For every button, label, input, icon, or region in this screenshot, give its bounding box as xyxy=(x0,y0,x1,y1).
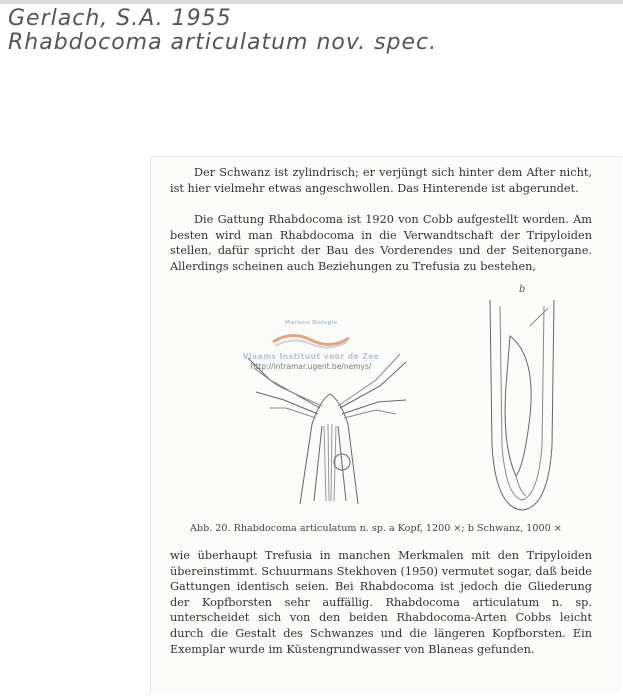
handwritten-species-name: Rhabdocoma articulatum nov. spec. xyxy=(8,30,438,55)
paragraph-comparison: wie überhaupt Trefusia in manchen Merkmalen mit den Tripyloiden übereinstimmt. Schuurmans Stekhoven (1950) vermutet sogar, daß beide Gattungen identisch seien. Bei Rhabdocoma ist jedoch die Gliederung der Kopfborsten sehr auffällig. Rhabdocoma articulatum n. sp. unterscheidet sich von den beiden Rhabdocoma-Arten Cobbs leicht durch die Gestalt des Schwanzes und die längeren Kopfborsten. Ein Exemplar wurde im Küstengrundwasser von Blaneas gefunden. xyxy=(170,549,592,656)
watermark-url: http://intramar.ugent.be/nemys/ xyxy=(250,362,372,371)
paragraph-tail: Der Schwanz ist zylindrisch; er verjüngt sich hinter dem After nicht, ist hier vielmehr etwas angeschwollen. Das Hinterende ist abgerundet. xyxy=(170,166,592,195)
figure-label-b: b xyxy=(519,284,526,295)
top-edge-bar xyxy=(0,0,623,4)
paragraph-genus: Die Gattung Rhabdocoma ist 1920 von Cobb aufgestellt worden. Am besten wird man Rhabdocoma in die Verwandtschaft der Tripyloiden stellen, dafür spricht der Bau des Vorderendes und der Seitenorgane. Allerdings scheinen auch Beziehungen zu Trefusia zu bestehen, xyxy=(170,213,592,273)
watermark-institute-text: Vlaams Instituut voor de Zee xyxy=(242,352,380,361)
figure-caption: Abb. 20. Rhabdocoma articulatum n. sp. a Kopf, 1200 ×; b Schwanz, 1000 × xyxy=(190,523,562,534)
handwritten-citation: Gerlach, S.A. 1955 xyxy=(8,6,232,31)
watermark-top-text: Mariene Biologie xyxy=(284,320,338,326)
watermark-logo xyxy=(271,328,351,350)
library-watermark xyxy=(236,320,386,371)
